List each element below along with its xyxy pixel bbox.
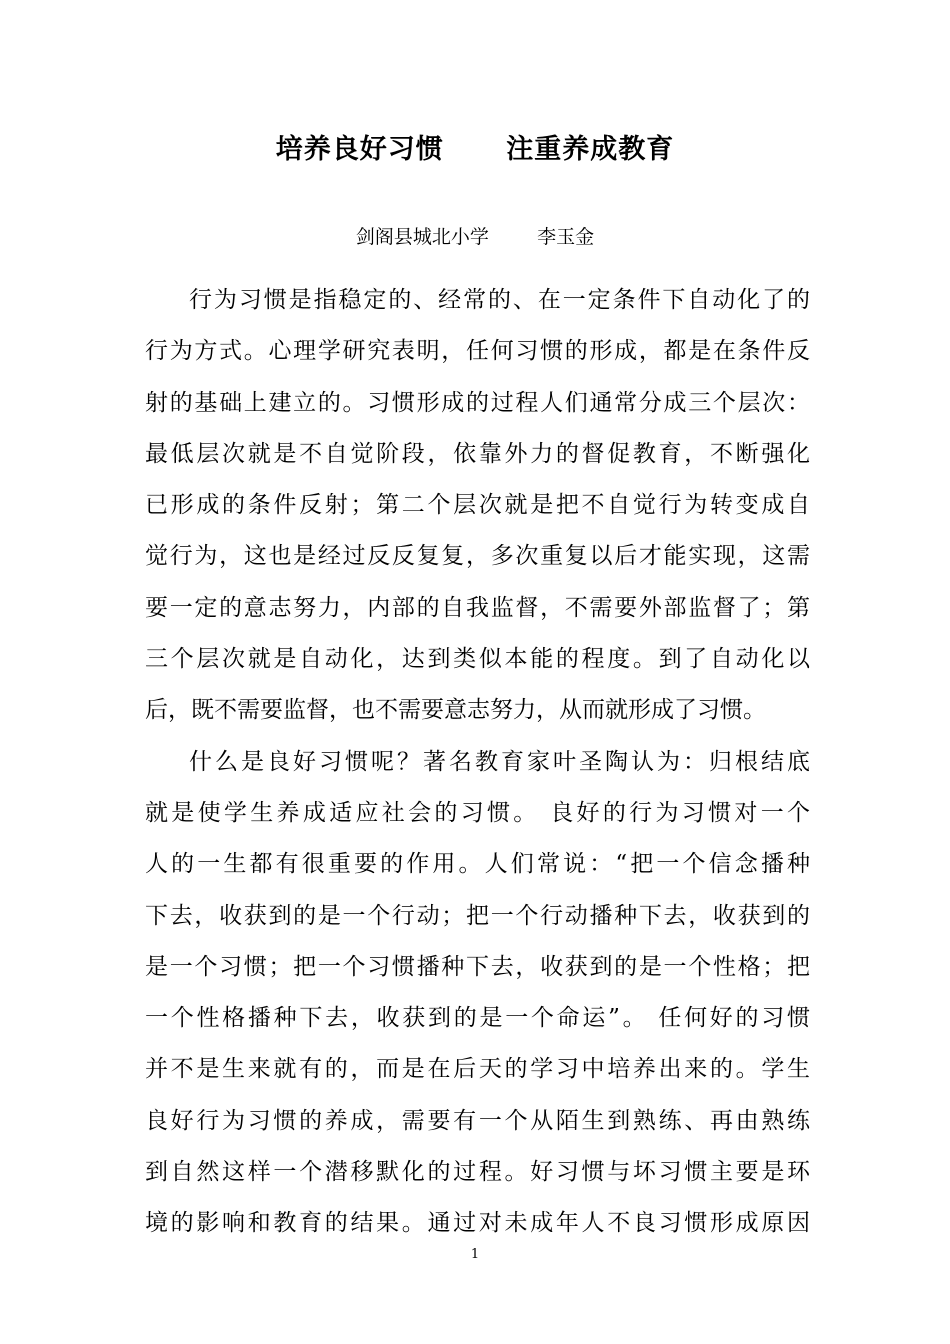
paragraph-1	[145, 280, 810, 742]
text-line: 行为方式。心理学研究表明，任何习惯的形成，都是在条件反	[145, 338, 810, 365]
text-line: 已形成的条件反射；第二个层次就是把不自觉行为转变成自	[145, 492, 810, 519]
body-text	[145, 280, 810, 1255]
text-line: 行为习惯是指稳定的、经常的、在一定条件下自动化了的	[189, 287, 810, 313]
text-line: 良好行为习惯的养成，需要有一个从陌生到熟练、再由熟练	[145, 1107, 810, 1134]
page-number: 1	[470, 1247, 480, 1262]
text-line: 什么是良好习惯呢？著名教育家叶圣陶认为：归根结底	[189, 748, 810, 775]
text-line: 射的基础上建立的。习惯形成的过程人们通常分成三个层次：	[145, 389, 810, 416]
text-line: 是一个习惯；把一个习惯播种下去，收获到的是一个性格；把	[145, 953, 810, 980]
text-line: 境的影响和教育的结果。通过对未成年人不良习惯形成原因	[145, 1210, 810, 1237]
text-line: 要一定的意志努力，内部的自我监督，不需要外部监督了；第	[145, 594, 810, 621]
text-line: 三个层次就是自动化，达到类似本能的程度。到了自动化以	[145, 646, 810, 673]
text-line: 后，既不需要监督，也不需要意志努力，从而就形成了习惯。	[145, 697, 766, 724]
document-title: 培养良好习惯 注重养成教育	[275, 134, 675, 165]
text-line: 一个性格播种下去，收获到的是一个命运”。 任何好的习惯	[145, 1005, 810, 1032]
text-line: 就是使学生养成适应社会的习惯。 良好的行为习惯对一个	[145, 799, 810, 826]
text-line: 到自然这样一个潜移默化的过程。好习惯与坏习惯主要是环	[145, 1159, 810, 1186]
paragraph-2	[145, 742, 810, 1255]
author-byline: 剑阁县城北小学 李玉金	[355, 226, 595, 248]
text-line: 下去，收获到的是一个行动；把一个行动播种下去，收获到的	[145, 902, 810, 929]
text-line: 并不是生来就有的，而是在后天的学习中培养出来的。学生	[145, 1056, 810, 1083]
text-line: 人的一生都有很重要的作用。人们常说：“把一个信念播种	[145, 851, 810, 878]
text-line: 觉行为，这也是经过反反复复，多次重复以后才能实现，这需	[145, 543, 810, 570]
text-line: 最低层次就是不自觉阶段，依靠外力的督促教育，不断强化	[145, 440, 810, 467]
